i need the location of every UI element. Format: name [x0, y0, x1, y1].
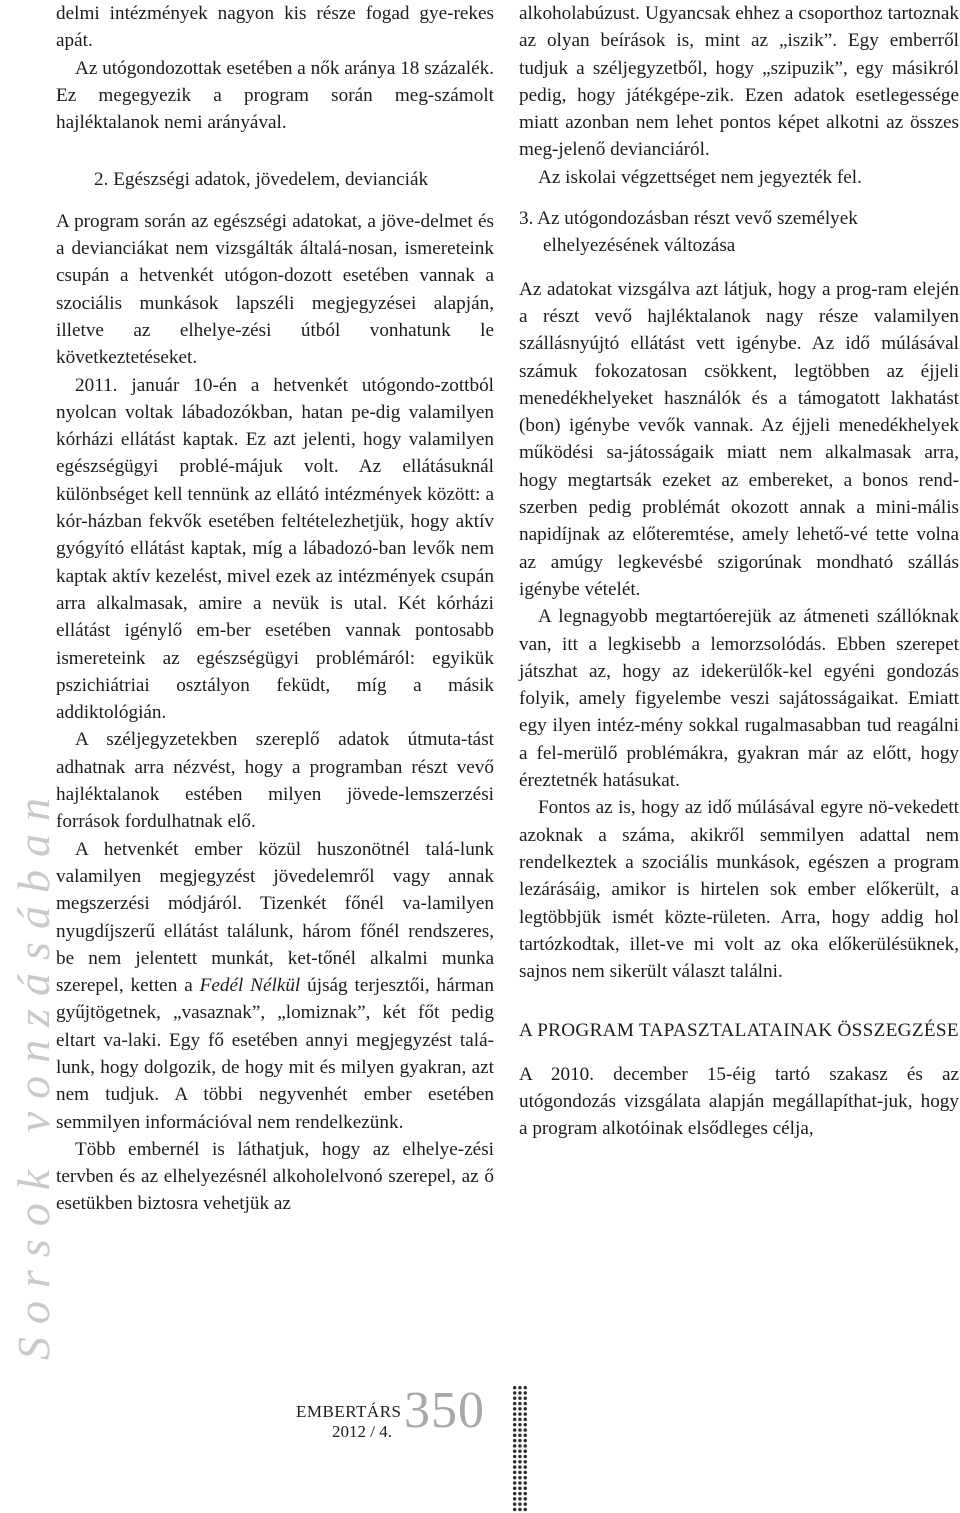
paragraph — [56, 836, 494, 1136]
paragraph: A 2010. december 15-éig tartó szakasz és az utógondozás vizsgálata alapján megállapíthat-juk, hogy a program alkotóinak elsődleges célja, — [519, 1063, 959, 1140]
right-column — [519, 0, 959, 1143]
section-heading-3 — [519, 205, 959, 260]
paragraph: A széljegyzetekben szereplő adatok útmuta-tást adhatnak arra nézvést, hogy a programban részt vevő hajléktalanok estében milyen jövede-lemszerzési források fordulhatnak elő. — [56, 729, 494, 833]
running-side-title — [4, 700, 64, 1360]
page-footer — [296, 1380, 536, 1460]
page-number: 350 — [404, 1382, 485, 1439]
paragraph: Az adatokat vizsgálva azt látjuk, hogy a prog-ram elején a részt vevő hajléktalanok nagy része valamilyen szállásnyújtó ellátást vett igénybe. Az idő múlásával számuk fokozatosan csökkent, legtöbben az éjjeli menedékhelyeket használók és a támogatott lakhatást (bon) igénybe vevők vannak. Az éjjeli menedékhelyek működési sa-játosságaik miatt nem alkalmasak arra, hogy megtartsák ezeket az embereket, a bonos rend-szerben pedig problémát okozott annak a mini-mális napidíjnak az előteremtése, amely lehető-vé tette volna az amúgy legkevésbé szigorúnak mondható szállás igénybe vételét. — [519, 278, 959, 600]
paragraph: 2011. január 10-én a hetvenkét utógondo-zottból nyolcan voltak lábadozókban, hatan pe-dig valamilyen kórházi ellátást kaptak. Ez azt jelenti, hogy valamilyen egészségügyi problé-májuk volt. Az ellátásuknál különbséget kell tennünk az ellátó intézmények között: a kór-házban fekvők esetében feltételezhetjük, hogy aktív gyógyító ellátást kaptak, míg a lábadozó-ban levők nem kaptak aktív kezelést, mivel ezek az intézmények csupán arra alkalmasak, amire a nevük is utal. Két kórházi ellátást igénylő em-ber esetében vannak pontosabb ismereteink az egészségügyi problémáról: egyikük pszichiátriai osztályon feküdt, míg a másik addiktológián. — [56, 374, 494, 724]
section-title: Egészségi adatok, jövedelem, devianciák — [113, 169, 429, 191]
decorative-dot-pattern — [512, 1385, 528, 1513]
paragraph: A program során az egészségi adatokat, a jöve-delmet és a devianciákat nem vizsgálták általá-nosan, ismereteink csupán a hetvenkét utógon-dozott esetében vannak a szociális munkások lapszéli megjegyzései alapján, illetve az elhelye-zési útból vonhatunk le következtetéseket. — [56, 210, 494, 369]
paragraph: delmi intézmények nagyon kis része fogad gye-rekes apát. — [56, 3, 494, 52]
paragraph: Az iskolai végzettséget nem jegyezték fel. — [538, 166, 862, 188]
paragraph: alkoholabúzust. Ugyancsak ehhez a csoporthoz tartoznak az olyan beírások is, mint az „iszik”. Egy emberről tudjuk a széljegyzetből, hogy „szipuzik”, egy másikról pedig, hogy játékgépe-zik. Ezen adatok esetlegessége miatt azonban nem lehet pontos képet alkotni az összes meg-jelenő devianciáról. — [519, 3, 959, 161]
issue-label: 2012 / 4. — [332, 1422, 392, 1441]
left-column — [56, 0, 494, 1218]
paragraph: Az utógondozottak esetében a nők aránya 18 százalék. Ez megegyezik a program során meg-számolt hajléktalanok nemi arányával. — [56, 57, 494, 134]
text-run: újság terjesztői, hárman gyűjtögetnek, „vasaznak”, „lomiznak”, két főt pedig eltart va-laki. Egy fő esetében annyi megjegyzést talá-lunk, hogy dolgozik, de hogy mit és milyen gyakran, azt nem tudjuk. A többi negyvenhét ember esetében semmilyen információval nem rendelkezünk. — [56, 975, 495, 1133]
newspaper-title: Fedél Nélkül — [199, 975, 301, 997]
paragraph: A legnagyobb megtartóerejük az átmeneti szállóknak van, itt a legkisebb a lemorzsolódás. Ebben szerepet játszhat az, hogy az idekerülők-kel egyéni gondozás folyik, amely figyelembe veszi sajátosságaikat. Emiatt egy ilyen intéz-mény sokkal rugalmasabban tud reagálni a fel-merülő problémákra, gyakran már az előtt, hogy éreztetnék hatásukat. — [519, 606, 959, 792]
summary-heading: A PROGRAM TAPASZTALATAINAK ÖSSZEGZÉSE — [519, 1020, 959, 1042]
paragraph: Több embernél is láthatjuk, hogy az elhelye-zési tervben és az elhelyezésnél alkoholelvonó szerepel, az ő esetükben biztosra vehetjük az — [56, 1138, 494, 1215]
section-number: 2. — [94, 169, 109, 191]
side-title-text: Sorsok vonzásában — [8, 785, 59, 1360]
paragraph: Fontos az is, hogy az idő múlásával egyre nö-vekedett azoknak a száma, akikről semmilyen adattal nem rendelkeztek a szociális munkások, egészen a program lezárásáig, amikor is hirtelen sok ember előkerült, a legtöbbjük ismét közte-rületen. Arra, hogy addig hol tartózkodtak, illet-ve mi volt az oka előkerülésüknek, sajnos nem sikerült választ találni. — [519, 797, 959, 983]
section-title: Az utógondozásban részt vevő személyek elhelyezésének változása — [537, 208, 858, 257]
text-run: A hetvenkét ember közül huszonötnél talá-lunk valamilyen megjegyzést jövedelemről vagy annak megszerzési módjáról. Tizenkét főnél va-lamilyen nyugdíjszerű ellátást találunk, három főnél rendszeres, be nem jelentett munkát, ket-tőnél alkalmi munka szerepel, ketten a — [56, 838, 494, 997]
section-heading-2 — [56, 166, 494, 193]
section-number: 3. — [519, 208, 534, 230]
magazine-name: EMBERTÁRS — [296, 1402, 402, 1421]
